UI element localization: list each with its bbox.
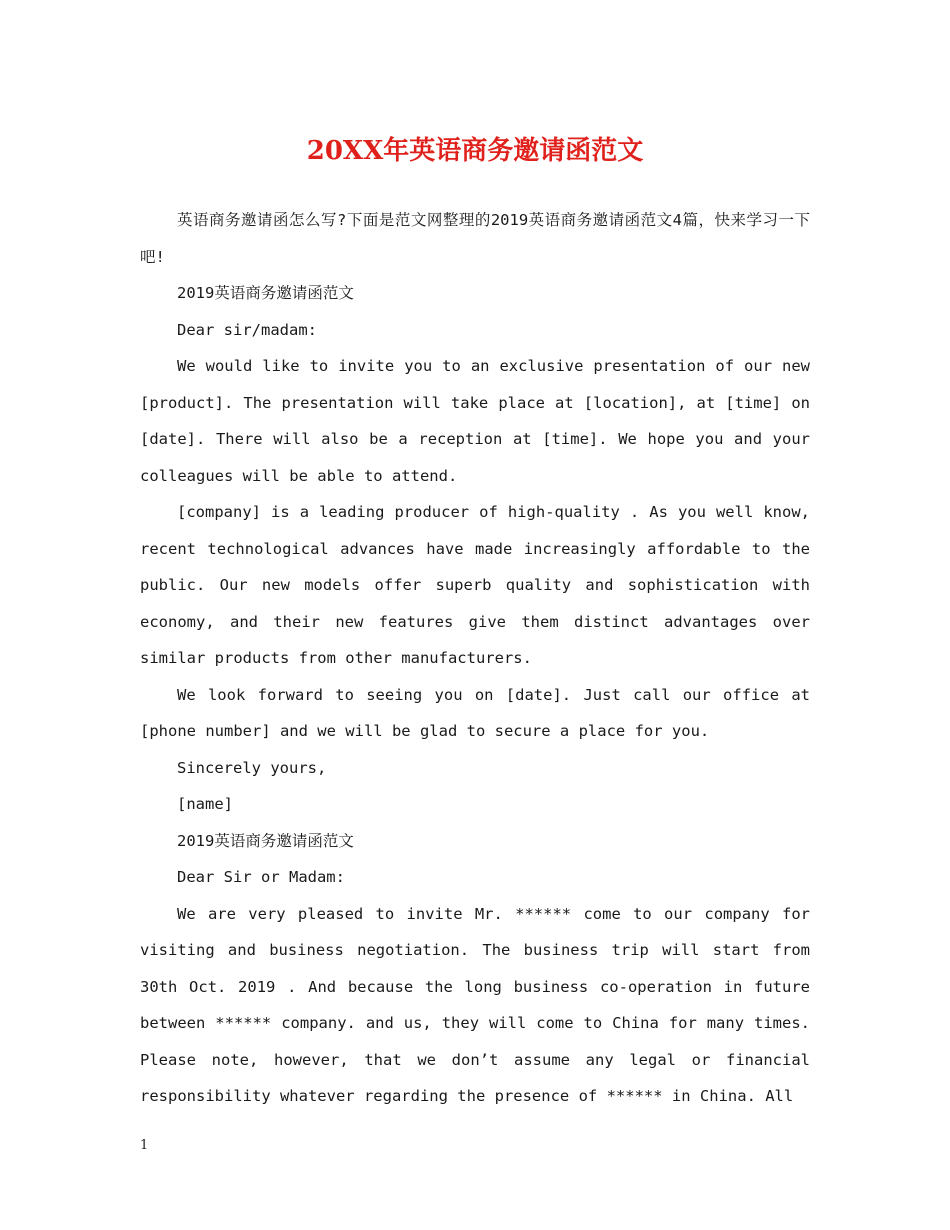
- document-title: 20XX年英语商务邀请函范文: [306, 136, 644, 166]
- letter-paragraph: We look forward to seeing you on [date]. Just call our office at [phone number] and we will be glad to secure a place for you.: [140, 685, 810, 740]
- letter-paragraph: We would like to invite you to an exclusive presentation of our new [product]. The presentation will take place at [location], at [time] on [date]. There will also be a reception at [time]. We hope you and your colleagues will be able to attend.: [140, 357, 810, 485]
- section-heading: 2019英语商务邀请函范文: [177, 284, 354, 302]
- document-body: [140, 202, 810, 1115]
- letter-paragraph: We are very pleased to invite Mr. ****** come to our company for visiting and business negotiation. The business trip will start from 30th Oct. 2019 . And because the long business co-operation in future between ****** company. and us, they will come to China for many times. Please note, however, that we don’t assume any legal or financial responsibility whatever regarding the presence of ****** in China. All: [140, 904, 810, 1105]
- signature-name: [name]: [177, 795, 233, 813]
- page-number: 1: [140, 1138, 149, 1153]
- section-heading: 2019英语商务邀请函范文: [177, 831, 354, 850]
- salutation: Dear Sir or Madam:: [177, 868, 345, 886]
- closing: Sincerely yours,: [177, 758, 327, 777]
- letter-paragraph: [company] is a leading producer of high-quality . As you well know, recent technological advances have made increasingly affordable to the public. Our new models offer superb quality and sophistication with economy, and their new features give them distinct advantages over similar products from other manufacturers.: [140, 503, 810, 667]
- intro-paragraph: 英语商务邀请函怎么写?下面是范文网整理的2019英语商务邀请函范文4篇，快来学习一下吧!: [140, 211, 810, 266]
- salutation: Dear sir/madam:: [177, 320, 317, 339]
